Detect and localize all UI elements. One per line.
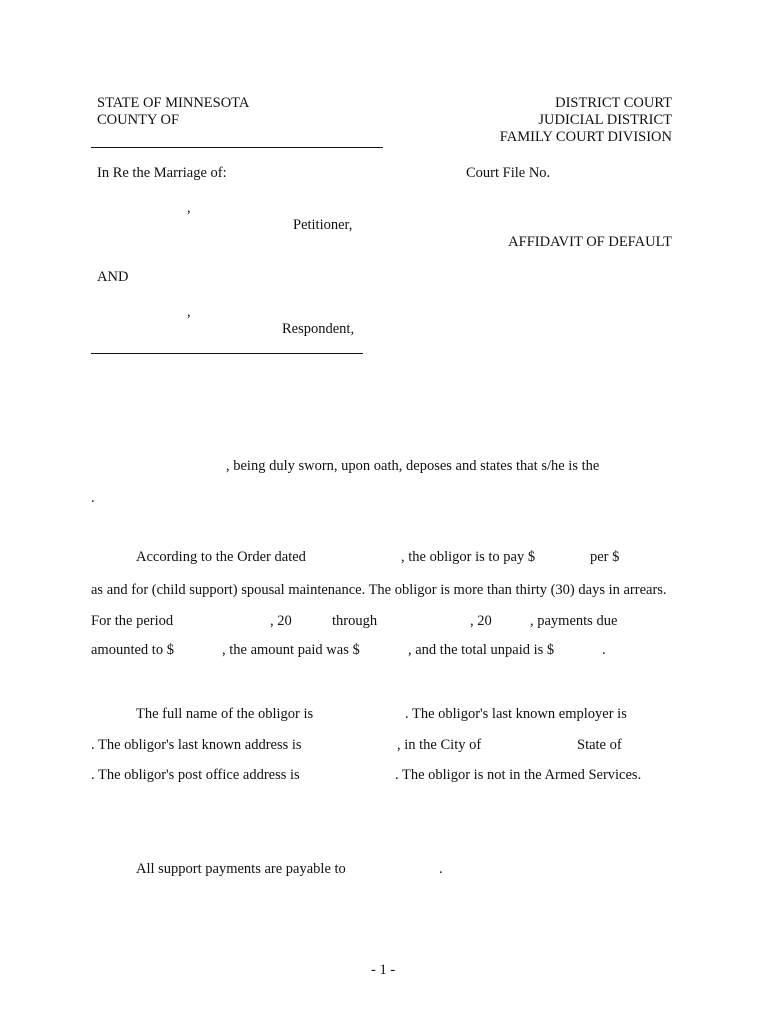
affiant-statement: , being duly sworn, upon oath, deposes and states that s/he is the [226,458,600,474]
document-title: AFFIDAVIT OF DEFAULT [508,234,672,250]
maintenance-arrears-text: as and for (child support) spousal maintenance. The obligor is more than thirty (30) days in arrears. [91,582,667,598]
year-prefix-start: , 20 [270,613,292,629]
order-dated-text: According to the Order dated [136,549,306,565]
obligor-full-name-text: The full name of the obligor is [136,706,314,722]
amount-paid-text: , the amount paid was $ [222,642,360,658]
per-amount-text: per $ [590,549,620,565]
district-heading: JUDICIAL DISTRICT [538,112,672,128]
obligor-pay-text: , the obligor is to pay $ [401,549,536,565]
caption-top-rule [91,147,383,148]
respondent-label: Respondent, [282,321,355,337]
through-text: through [332,613,378,629]
amounted-to-text: amounted to $ [91,642,174,658]
in-re-label: In Re the Marriage of: [97,165,227,181]
petitioner-name-comma: , [187,200,191,216]
state-heading: STATE OF MINNESOTA [97,95,250,111]
for-period-text: For the period [91,613,174,629]
payments-due-text: , payments due [530,613,618,629]
total-unpaid-text: , and the total unpaid is $ [408,642,555,658]
obligor-employer-text: . The obligor's last known employer is [405,706,627,722]
division-heading: FAMILY COURT DIVISION [499,129,672,145]
armed-services-text: . The obligor is not in the Armed Services. [395,767,642,783]
petitioner-label: Petitioner, [293,217,353,233]
caption-bottom-rule [91,353,363,354]
and-label: AND [97,269,129,285]
court-file-label: Court File No. [466,165,551,181]
respondent-name-comma: , [187,304,191,320]
obligor-address-text: . The obligor's last known address is [91,737,302,753]
city-text: , in the City of [397,737,482,753]
page-number: - 1 - [371,962,396,978]
affiant-period: . [91,490,95,506]
county-label: COUNTY OF [97,112,180,128]
payments-payable-text: All support payments are payable to [136,861,346,877]
p1-end-period: . [602,642,606,658]
po-address-text: . The obligor's post office address is [91,767,300,783]
state-of-text: State of [577,737,622,753]
p3-end-period: . [439,861,443,877]
year-prefix-end: , 20 [470,613,492,629]
court-heading: DISTRICT COURT [555,95,672,111]
